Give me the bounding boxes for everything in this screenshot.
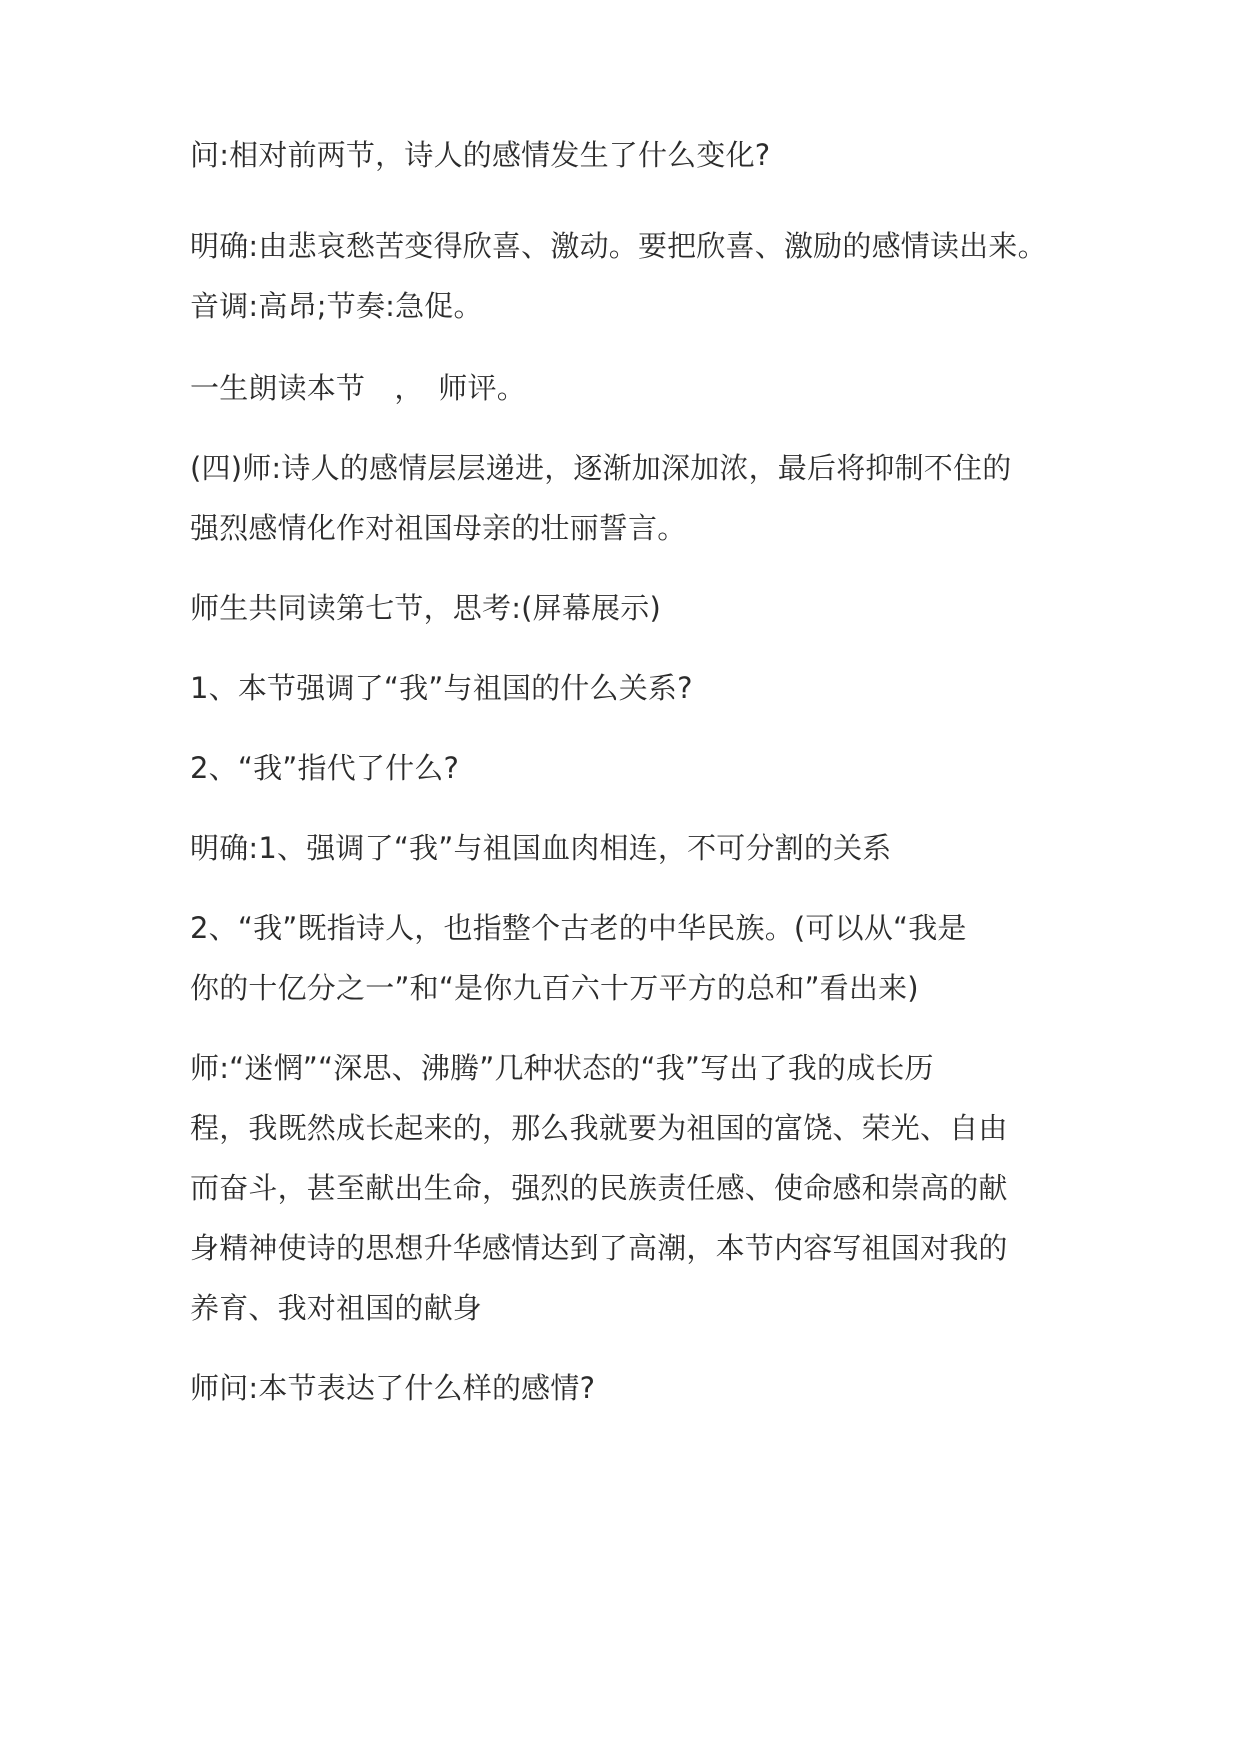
text-line-teacher-comment-4: 身精神使诗的思想升华感情达到了高潮，本节内容写祖国对我的 [190,1231,1008,1265]
text-line-teacher-comment-3: 而奋斗，甚至献出生命，强烈的民族责任感、使命感和崇高的献 [190,1171,1008,1205]
text-line-section-four: (四)师:诗人的感情层层递进，逐渐加深加浓，最后将抑制不住的 [190,451,1012,485]
text-line-question-emotion-change: 问:相对前两节，诗人的感情发生了什么变化? [190,138,771,172]
text-line-teacher-comment-5: 养育、我对祖国的献身 [190,1291,483,1325]
text-line-answer-two: 2、“我”既指诗人，也指整个古老的中华民族。(可以从“我是 [190,911,967,945]
text-line-student-reading: 一生朗读本节 ， 师评。 [190,371,526,405]
text-line-answer-emotion: 明确:由悲哀愁苦变得欣喜、激动。要把欣喜、激励的感情读出来。 [190,229,1047,263]
text-line-final-question: 师问:本节表达了什么样的感情? [190,1371,596,1405]
text-line-answer-two-cont: 你的十亿分之一”和“是你九百六十万平方的总和”看出来) [190,971,919,1005]
text-line-teacher-comment: 师:“迷惘”“深思、沸腾”几种状态的“我”写出了我的成长历 [190,1051,934,1085]
text-line-section-four-cont: 强烈感情化作对祖国母亲的壮丽誓言。 [190,511,687,545]
text-line-question-one: 1、本节强调了“我”与祖国的什么关系? [190,671,693,705]
text-line-answer-one: 明确:1、强调了“我”与祖国血肉相连，不可分割的关系 [190,831,892,865]
text-line-read-section-seven: 师生共同读第七节，思考:(屏幕展示) [190,591,661,625]
text-line-teacher-comment-2: 程，我既然成长起来的，那么我就要为祖国的富饶、荣光、自由 [190,1111,1008,1145]
text-line-tone-rhythm: 音调:高昂;节奏:急促。 [190,289,483,323]
text-line-question-two: 2、“我”指代了什么? [190,751,460,785]
